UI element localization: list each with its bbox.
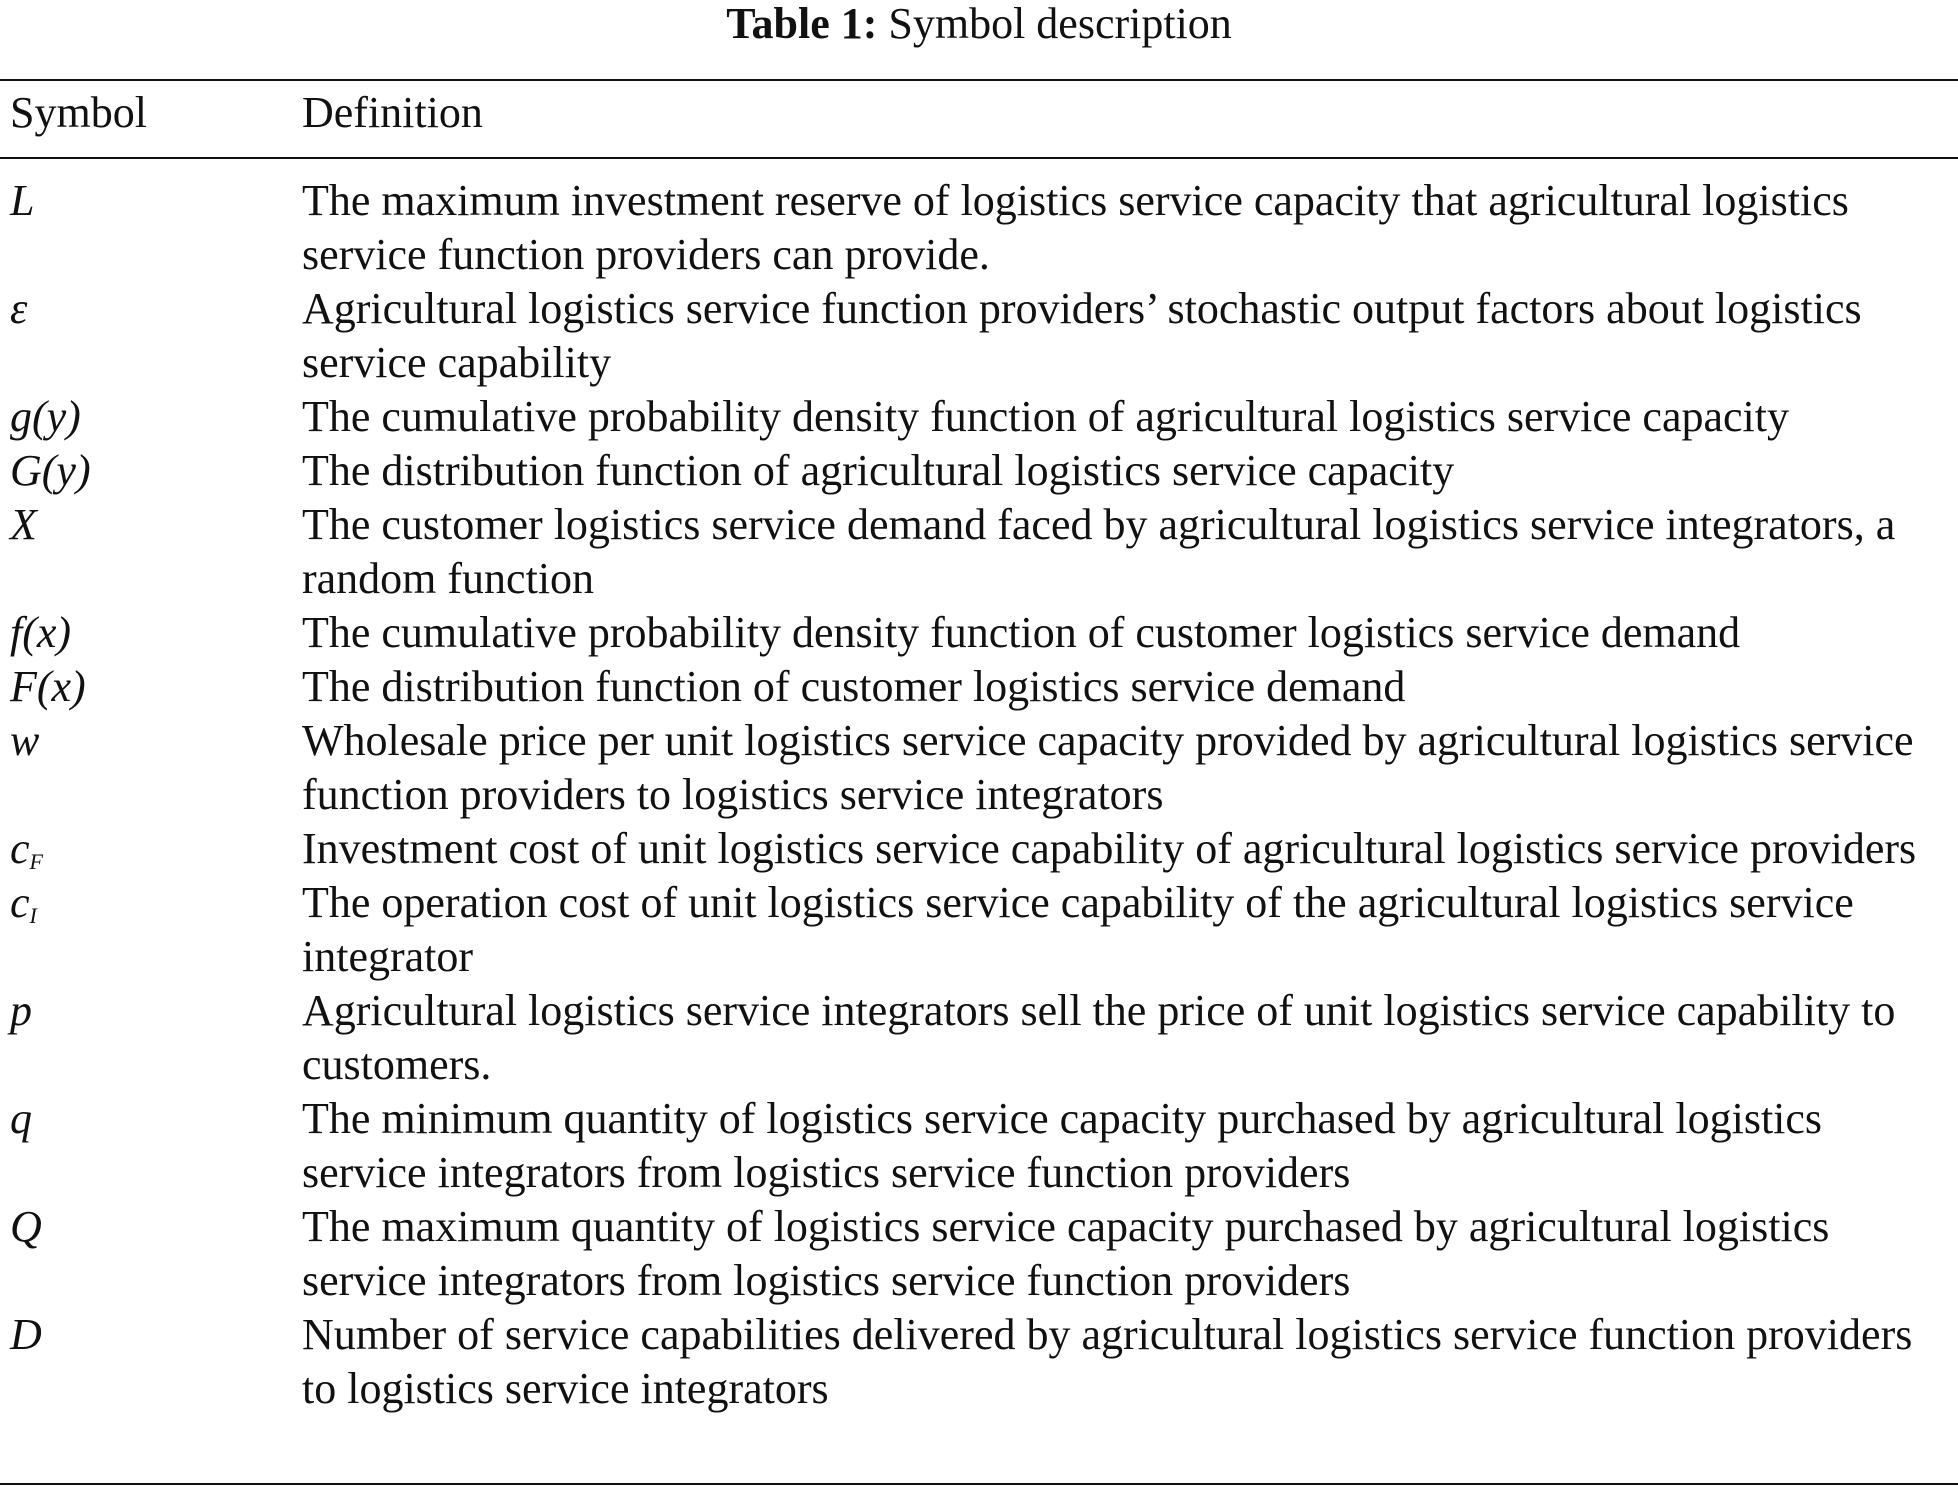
row-symbol: g(y) <box>10 392 81 441</box>
table-row <box>0 714 1958 822</box>
header-rule <box>0 157 1958 159</box>
row-definition: The maximum investment reserve of logistics service capacity that agricultural logistics service function providers can provide. <box>302 176 1849 279</box>
table-row <box>0 822 1958 876</box>
row-symbol: w <box>10 716 40 765</box>
row-definition: The customer logistics service demand faced by agricultural logistics service integrators, a random function <box>302 500 1896 603</box>
row-symbol: G(y) <box>10 446 91 495</box>
row-symbol <box>10 822 43 876</box>
table-row <box>0 1092 1958 1200</box>
row-definition: Agricultural logistics service integrators sell the price of unit logistics service capability to customers. <box>302 986 1896 1089</box>
table-caption-title: Symbol description <box>888 0 1232 48</box>
header-symbol: Symbol <box>10 88 147 137</box>
row-symbol: ε <box>10 284 28 333</box>
header-definition: Definition <box>302 88 483 137</box>
row-definition: The minimum quantity of logistics service capacity purchased by agricultural logistics service integrators from logistics service function providers <box>302 1094 1823 1197</box>
row-symbol: X <box>10 500 37 549</box>
row-symbol: p <box>10 986 32 1035</box>
row-symbol: Q <box>10 1202 42 1251</box>
row-definition: Wholesale price per unit logistics service capacity provided by agricultural logistics service function providers to logistics service integrators <box>302 716 1914 819</box>
row-symbol: L <box>10 176 35 225</box>
top-rule <box>0 79 1958 81</box>
row-definition: Agricultural logistics service function providers’ stochastic output factors about logistics service capability <box>302 284 1862 387</box>
table-header <box>0 86 1958 146</box>
table-row <box>0 1308 1958 1416</box>
row-symbol: f(x) <box>10 608 72 657</box>
row-definition: The cumulative probability density function of customer logistics service demand <box>302 608 1741 657</box>
table-body <box>0 174 1958 1416</box>
row-symbol: D <box>10 1310 42 1359</box>
bottom-rule <box>0 1483 1958 1485</box>
table-row <box>0 876 1958 984</box>
table-caption-label: Table 1: <box>726 0 878 48</box>
row-symbol-base: c <box>10 824 30 873</box>
row-definition: The operation cost of unit logistics service capability of the agricultural logistics service integrator <box>302 878 1854 981</box>
table-row <box>0 1200 1958 1308</box>
row-definition: The distribution function of customer logistics service demand <box>302 662 1406 711</box>
row-definition: The distribution function of agricultural logistics service capacity <box>302 446 1455 495</box>
table-row <box>0 174 1958 282</box>
row-definition: The cumulative probability density function of agricultural logistics service capacity <box>302 392 1789 441</box>
row-symbol: q <box>10 1094 32 1143</box>
table-row <box>0 606 1958 660</box>
row-definition: The maximum quantity of logistics service capacity purchased by agricultural logistics service integrators from logistics service function providers <box>302 1202 1830 1305</box>
row-definition: Number of service capabilities delivered by agricultural logistics service function providers to logistics service integrators <box>302 1310 1913 1413</box>
row-symbol-subscript: I <box>29 903 37 928</box>
row-definition: Investment cost of unit logistics service capability of agricultural logistics service providers <box>302 824 1917 873</box>
row-symbol <box>10 876 37 930</box>
table-caption <box>0 0 1958 48</box>
table-row <box>0 282 1958 390</box>
row-symbol-base: c <box>10 878 30 927</box>
table-row <box>0 444 1958 498</box>
row-symbol-subscript: F <box>29 849 43 874</box>
table-row <box>0 660 1958 714</box>
table-row <box>0 498 1958 606</box>
row-symbol: F(x) <box>10 662 86 711</box>
table-row <box>0 390 1958 444</box>
table-row <box>0 984 1958 1092</box>
